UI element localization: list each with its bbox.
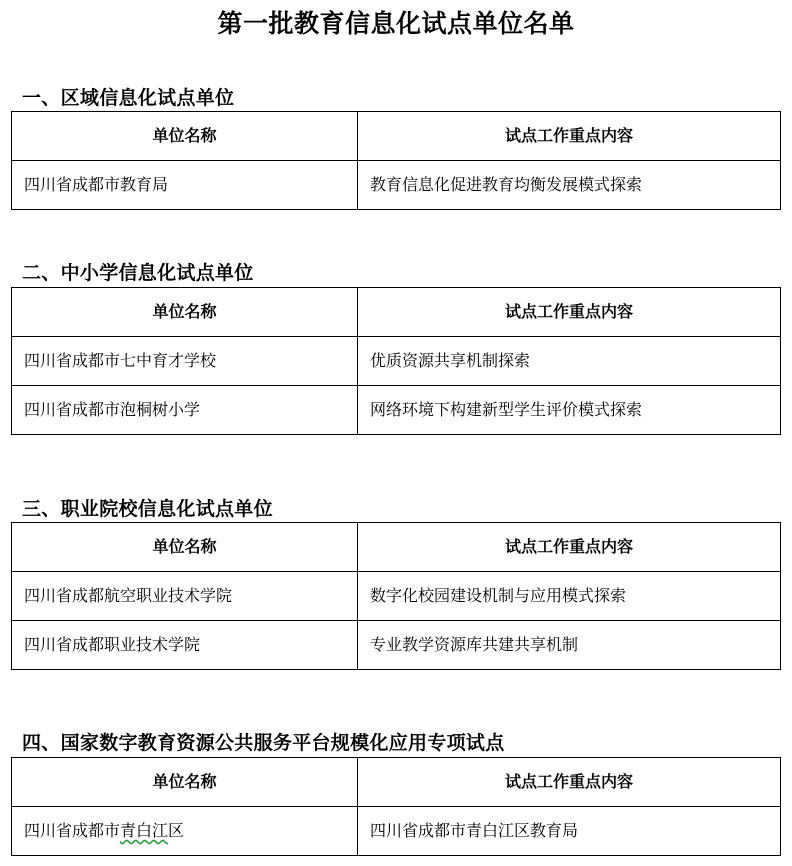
table-header-row	[12, 288, 781, 337]
column-header-unit: 单位名称	[12, 523, 358, 572]
unit-cell: 四川省成都市七中育才学校	[12, 337, 358, 386]
unit-cell: 四川省成都航空职业技术学院	[12, 572, 358, 621]
table-header-row	[12, 112, 781, 161]
unit-cell	[12, 807, 358, 856]
column-header-focus: 试点工作重点内容	[358, 112, 781, 161]
focus-cell: 专业教学资源库共建共享机制	[358, 621, 781, 670]
section-heading-3: 三、职业院校信息化试点单位	[22, 498, 273, 520]
column-header-unit: 单位名称	[12, 758, 358, 807]
column-header-focus: 试点工作重点内容	[358, 758, 781, 807]
page-title: 第一批教育信息化试点单位名单	[217, 9, 575, 38]
pilot-table-2	[11, 287, 781, 435]
section-heading-1: 一、区域信息化试点单位	[22, 87, 235, 109]
column-header-unit: 单位名称	[12, 112, 358, 161]
pilot-table-4	[11, 757, 781, 856]
table-row	[12, 337, 781, 386]
focus-cell: 优质资源共享机制探索	[358, 337, 781, 386]
column-header-focus: 试点工作重点内容	[358, 523, 781, 572]
focus-cell: 四川省成都市青白江区教育局	[358, 807, 781, 856]
column-header-unit: 单位名称	[12, 288, 358, 337]
column-header-focus: 试点工作重点内容	[358, 288, 781, 337]
focus-cell: 教育信息化促进教育均衡发展模式探索	[358, 161, 781, 210]
focus-cell: 数字化校园建设机制与应用模式探索	[358, 572, 781, 621]
table-row	[12, 572, 781, 621]
focus-cell: 网络环境下构建新型学生评价模式探索	[358, 386, 781, 435]
table-header-row	[12, 758, 781, 807]
section-heading-4: 四、国家数字教育资源公共服务平台规模化应用专项试点	[22, 732, 505, 754]
pilot-table-3	[11, 522, 781, 670]
table-row	[12, 386, 781, 435]
spellcheck-marked-text: 青白江	[120, 821, 169, 840]
table-header-row	[12, 523, 781, 572]
table-row	[12, 161, 781, 210]
unit-cell: 四川省成都市教育局	[12, 161, 358, 210]
unit-cell: 四川省成都市泡桐树小学	[12, 386, 358, 435]
section-heading-2: 二、中小学信息化试点单位	[22, 262, 254, 284]
table-row	[12, 621, 781, 670]
unit-suffix: 区	[168, 821, 185, 840]
unit-prefix: 四川省成都市	[24, 821, 121, 840]
pilot-table-1	[11, 111, 781, 210]
unit-cell: 四川省成都职业技术学院	[12, 621, 358, 670]
table-row	[12, 807, 781, 856]
